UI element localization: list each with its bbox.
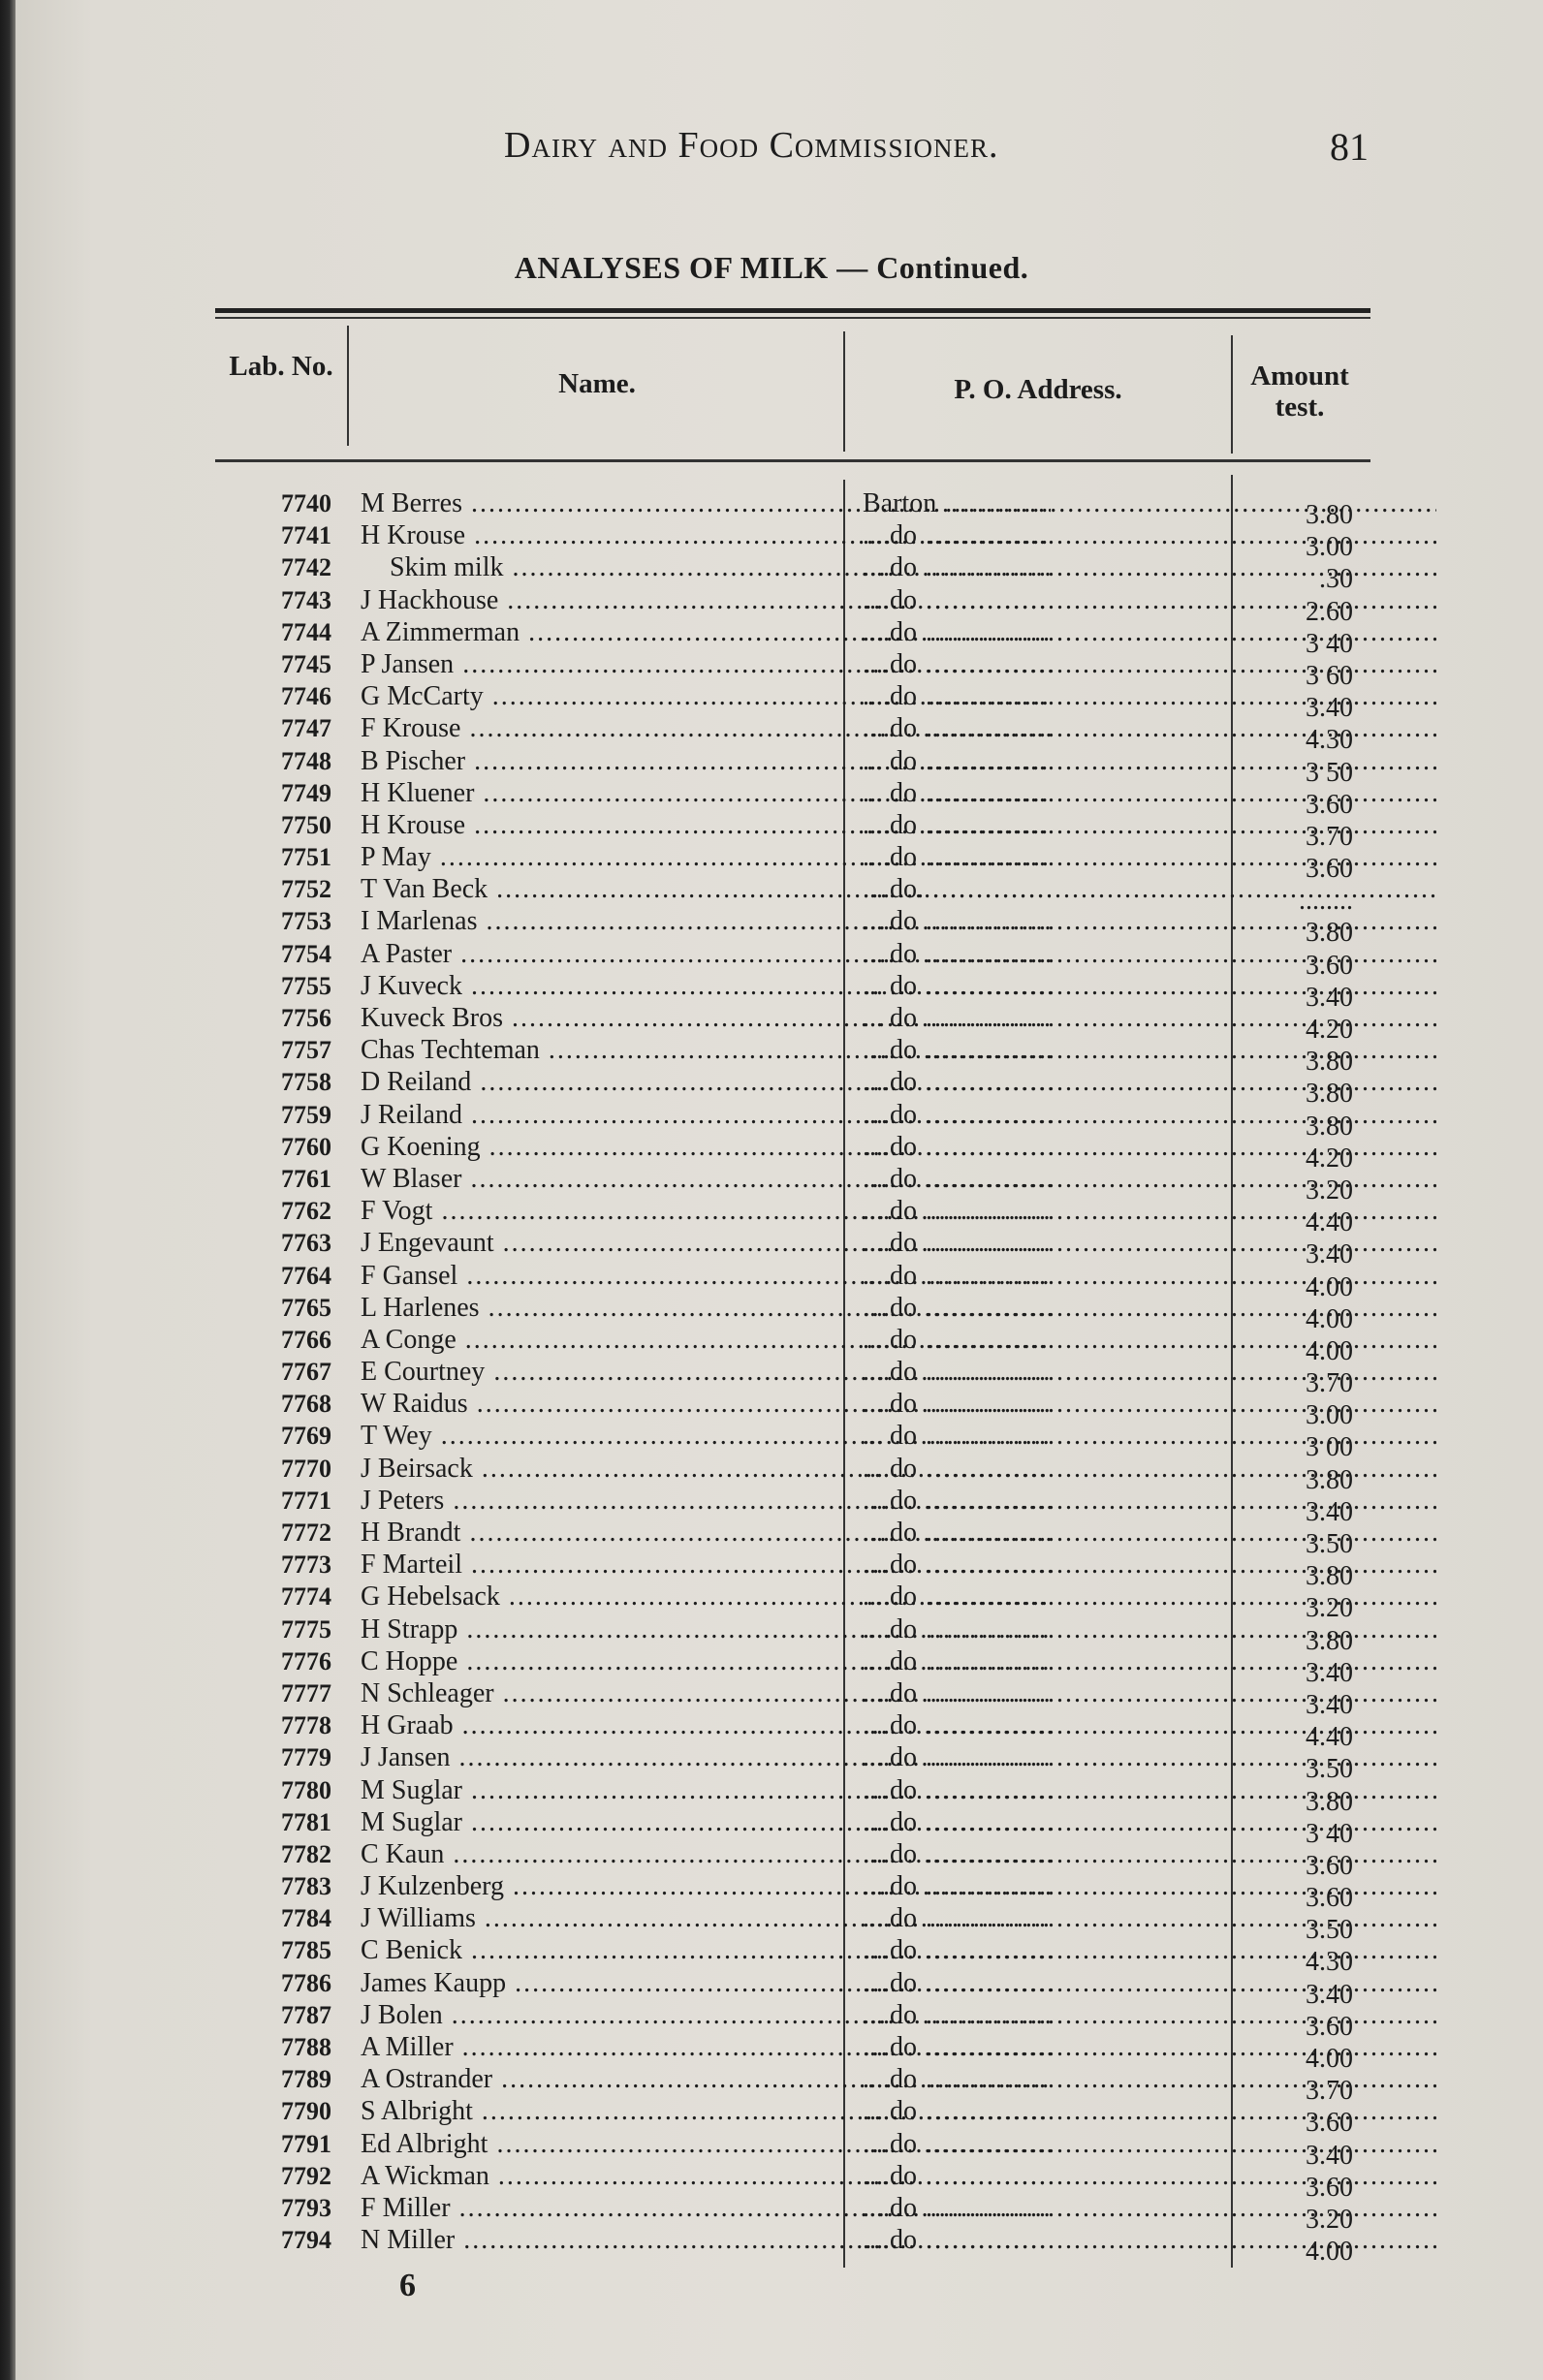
name-cell: N Miller ..... — [361, 2224, 1051, 2256]
running-title: Dairy and Food Commissioner. — [504, 125, 999, 166]
address-cell: ....do ..... — [863, 648, 1436, 680]
signature-mark: 6 — [399, 2268, 416, 2303]
address-cell: ....do ..... — [863, 841, 1436, 873]
address-cell: ....do ..... — [863, 1131, 1436, 1163]
name-cell: C Hoppe ..... — [361, 1645, 1051, 1677]
address-cell: ....do ..... — [863, 1324, 1436, 1356]
amount-cell: 4.00 — [1306, 2044, 1353, 2074]
address-cell: ....do ..... — [863, 1581, 1436, 1613]
amount-cell: 3.60 — [1306, 950, 1353, 981]
address-cell: ....do ..... — [863, 1517, 1436, 1549]
header-rule-bottom — [215, 459, 1370, 462]
address-cell: ....do ..... — [863, 1485, 1436, 1517]
table-row — [215, 1774, 1370, 1817]
lab-number-cell: 7755 — [281, 971, 331, 1000]
amount-cell: 3 40 — [1306, 628, 1353, 659]
amount-cell: 3.80 — [1306, 1464, 1353, 1495]
amount-cell: 3 00 — [1306, 1432, 1353, 1463]
amount-cell: 4.00 — [1306, 1271, 1353, 1302]
lab-number-cell: 7783 — [281, 1872, 331, 1901]
amount-cell: 4.30 — [1306, 1947, 1353, 1978]
table-body — [215, 487, 1370, 2268]
lab-number-cell: 7747 — [281, 714, 331, 743]
address-cell: ....do ..... — [863, 551, 1436, 583]
name-cell: M Berres ..... — [361, 487, 1051, 519]
lab-number-cell: 7752 — [281, 875, 331, 904]
amount-cell: 3.20 — [1306, 1593, 1353, 1624]
lab-number-cell: 7761 — [281, 1164, 331, 1193]
table-title-main: ANALYSES OF MILK — [514, 250, 829, 285]
lab-number-cell: 7790 — [281, 2097, 331, 2126]
amount-cell: 3.40 — [1306, 1496, 1353, 1527]
address-cell: ....do ..... — [863, 2160, 1436, 2192]
amount-cell: 3.80 — [1306, 500, 1353, 530]
name-cell: W Raidus ..... — [361, 1388, 1051, 1420]
amount-cell: 3.60 — [1306, 1850, 1353, 1881]
amount-cell: 4.30 — [1306, 725, 1353, 756]
name-cell: T Wey ..... — [361, 1420, 1051, 1452]
amount-cell: 3.40 — [1306, 982, 1353, 1013]
lab-number-cell: 7748 — [281, 746, 331, 775]
amount-cell: 3.60 — [1306, 789, 1353, 820]
table-row — [215, 2063, 1370, 2107]
lab-number-cell: 7763 — [281, 1229, 331, 1258]
lab-number-cell: 7793 — [281, 2193, 331, 2222]
amount-cell: 3.70 — [1306, 2076, 1353, 2107]
name-cell: H Krouse ..... — [361, 519, 1051, 551]
address-cell: ....do ..... — [863, 1163, 1436, 1195]
table-row — [215, 1549, 1370, 1592]
table-row — [215, 1453, 1370, 1495]
lab-number-cell: 7792 — [281, 2161, 331, 2190]
name-cell: G Koening ..... — [361, 1131, 1051, 1163]
table-row — [215, 584, 1370, 627]
name-cell: J Peters ..... — [361, 1485, 1051, 1517]
table-row — [215, 2031, 1370, 2074]
table-row — [215, 519, 1370, 563]
table-row — [215, 2095, 1370, 2139]
lab-number-cell: 7756 — [281, 1004, 331, 1032]
table-row — [215, 1838, 1370, 1881]
address-cell: ....do ..... — [863, 1838, 1436, 1870]
address-cell: ... do ..... — [863, 1002, 1436, 1034]
table-row — [215, 2128, 1370, 2171]
address-cell: ....do ..... — [863, 1066, 1436, 1098]
column-header-amount: Amount test. — [1250, 360, 1349, 423]
table-row — [215, 1260, 1370, 1302]
table-row — [215, 2160, 1370, 2203]
lab-number-cell: 7785 — [281, 1936, 331, 1965]
address-cell: ....do ..... — [863, 938, 1436, 970]
lab-number-cell: 7794 — [281, 2226, 331, 2255]
table-row — [215, 1581, 1370, 1624]
table-row — [215, 1741, 1370, 1785]
lab-number-cell: 7777 — [281, 1678, 331, 1707]
amount-cell: 3.60 — [1306, 2172, 1353, 2203]
amount-cell: 3.20 — [1306, 1174, 1353, 1206]
name-cell: E Courtney ..... — [361, 1356, 1051, 1388]
table-row — [215, 1163, 1370, 1206]
table-row — [215, 487, 1370, 530]
lab-number-cell: 7759 — [281, 1100, 331, 1129]
name-cell: T Van Beck ..... — [361, 873, 1051, 905]
amount-cell: 3.80 — [1306, 1111, 1353, 1142]
name-cell: F Miller ..... — [361, 2192, 1051, 2224]
amount-cell: 3.80 — [1306, 1625, 1353, 1656]
lab-number-cell: 7740 — [281, 489, 331, 517]
lab-number-cell: 7760 — [281, 1132, 331, 1161]
address-cell: Barton ..... — [863, 487, 1436, 519]
name-cell: F Marteil ..... — [361, 1549, 1051, 1581]
name-cell: C Benick ..... — [361, 1934, 1051, 1966]
column-header-name: Name. — [558, 368, 636, 399]
amount-cell: 3.60 — [1306, 2108, 1353, 2139]
address-cell: ....do ..... — [863, 1099, 1436, 1131]
name-cell: M Suglar ..... — [361, 1774, 1051, 1806]
address-cell: ....do ..... — [863, 1453, 1436, 1485]
amount-cell: 3.80 — [1306, 1786, 1353, 1817]
amount-cell: 3.00 — [1306, 532, 1353, 563]
amount-cell: 3.50 — [1306, 1529, 1353, 1559]
address-cell: ....do ..... — [863, 680, 1436, 712]
address-cell: ....do ..... — [863, 1034, 1436, 1066]
name-cell: J Bolen ..... — [361, 1999, 1051, 2031]
address-cell: ....do. ..... — [863, 873, 1436, 905]
table-title-suffix: — Continued. — [836, 250, 1029, 285]
table-row — [215, 1645, 1370, 1688]
address-cell: ....do ..... — [863, 712, 1436, 744]
lab-number-cell: 7745 — [281, 649, 331, 678]
table-row — [215, 1806, 1370, 1849]
name-cell: H Krouse ..... — [361, 809, 1051, 841]
address-cell: ....do ..... — [863, 1806, 1436, 1838]
name-cell: F Krouse ..... — [361, 712, 1051, 744]
lab-number-cell: 7750 — [281, 810, 331, 839]
lab-number-cell: 7744 — [281, 617, 331, 646]
table-row — [215, 1485, 1370, 1527]
lab-number-cell: 7776 — [281, 1646, 331, 1675]
amount-cell: 3.00 — [1306, 1400, 1353, 1431]
table-title — [0, 250, 1543, 286]
table-row — [215, 938, 1370, 981]
address-cell: ... do ..... — [863, 745, 1436, 777]
amount-cell: 4.00 — [1306, 1303, 1353, 1334]
name-cell: Chas Techteman ..... — [361, 1034, 1051, 1066]
amount-cell: 3.80 — [1306, 1079, 1353, 1110]
amount-cell: 4.20 — [1306, 1143, 1353, 1174]
amount-cell: 3.40 — [1306, 2140, 1353, 2171]
address-cell: ....do ..... — [863, 616, 1436, 648]
lab-number-cell: 7780 — [281, 1775, 331, 1804]
name-cell: Kuveck Bros ..... — [361, 1002, 1051, 1034]
lab-number-cell: 7768 — [281, 1390, 331, 1419]
table-row — [215, 841, 1370, 885]
name-cell: J Jansen ..... — [361, 1741, 1051, 1773]
amount-cell: 3 50 — [1306, 757, 1353, 788]
table-row — [215, 680, 1370, 724]
header-rule-top — [215, 308, 1370, 313]
column-header-lab-no: Lab. No. — [229, 351, 333, 382]
name-cell: D Reiland ..... — [361, 1066, 1051, 1098]
lab-number-cell: 7753 — [281, 907, 331, 936]
name-cell: P May ..... — [361, 841, 1051, 873]
lab-number-cell: 7775 — [281, 1614, 331, 1644]
header-divider-1 — [347, 326, 349, 446]
lab-number-cell: 7770 — [281, 1454, 331, 1483]
address-cell: ....do ..... — [863, 1388, 1436, 1420]
running-head — [213, 124, 1376, 182]
table-row — [215, 1324, 1370, 1366]
lab-number-cell: 7764 — [281, 1261, 331, 1290]
amount-cell: 3.20 — [1306, 2204, 1353, 2235]
lab-number-cell: 7743 — [281, 585, 331, 614]
table-row — [215, 873, 1370, 917]
table-row — [215, 1002, 1370, 1045]
address-cell: ... do ..... — [863, 1420, 1436, 1452]
name-cell: H Strapp ..... — [361, 1613, 1051, 1645]
page-number: 81 — [1330, 125, 1369, 169]
amount-cell: 3.80 — [1306, 918, 1353, 949]
table-row — [215, 648, 1370, 691]
name-cell: M Suglar ..... — [361, 1806, 1051, 1838]
lab-number-cell: 7778 — [281, 1711, 331, 1740]
table-row — [215, 1999, 1370, 2042]
lab-number-cell: 7741 — [281, 521, 331, 550]
address-cell: ....do ..... — [863, 809, 1436, 841]
lab-number-cell: 7781 — [281, 1807, 331, 1836]
address-cell: ....do ..... — [863, 2192, 1436, 2224]
amount-cell: 2.60 — [1306, 596, 1353, 627]
name-cell: F Vogt ..... — [361, 1195, 1051, 1227]
address-cell: ... do ..... — [863, 970, 1436, 1002]
name-cell: P Jansen ..... — [361, 648, 1051, 680]
lab-number-cell: 7767 — [281, 1358, 331, 1387]
amount-cell: ........ — [1299, 886, 1353, 917]
amount-cell: 3.40 — [1306, 1239, 1353, 1270]
address-cell: ....do ..... — [863, 1709, 1436, 1741]
table-row — [215, 1420, 1370, 1463]
address-cell: ....do ..... — [863, 1999, 1436, 2031]
name-cell: J Kuveck ..... — [361, 970, 1051, 1002]
address-cell: ....do ..... — [863, 2128, 1436, 2160]
name-cell: S Albright ..... — [361, 2095, 1051, 2127]
lab-number-cell: 7784 — [281, 1904, 331, 1933]
name-cell: A Zimmerman ..... — [361, 616, 1051, 648]
address-cell: ....do ..... — [863, 2031, 1436, 2063]
address-cell: ....do ..... — [863, 519, 1436, 551]
amount-cell: 3 40 — [1306, 1818, 1353, 1849]
lab-number-cell: 7769 — [281, 1422, 331, 1451]
table-row — [215, 712, 1370, 756]
amount-cell: 3.40 — [1306, 693, 1353, 724]
table-row — [215, 1709, 1370, 1753]
amount-cell: 3.40 — [1306, 1979, 1353, 2010]
address-cell: ....do ..... — [863, 2095, 1436, 2127]
amount-cell: 3.60 — [1306, 854, 1353, 885]
book-spine-edge — [0, 0, 16, 2380]
header-divider-2 — [843, 331, 845, 452]
amount-cell: 4.40 — [1306, 1722, 1353, 1753]
address-cell: ....do ..... — [863, 2224, 1436, 2256]
name-cell: J Hackhouse ..... — [361, 584, 1051, 616]
lab-number-cell: 7771 — [281, 1486, 331, 1515]
address-cell: ... do ..... — [863, 777, 1436, 809]
lab-number-cell: 7762 — [281, 1197, 331, 1226]
amount-cell: 3.60 — [1306, 1883, 1353, 1914]
address-cell: ....do ..... — [863, 1260, 1436, 1292]
name-cell: James Kaupp ..... — [361, 1967, 1051, 1999]
table-row — [215, 1677, 1370, 1720]
table-row — [215, 905, 1370, 949]
table-row — [215, 1066, 1370, 1110]
address-cell: ....do ..... — [863, 1774, 1436, 1806]
address-cell: ....do ..... — [863, 2063, 1436, 2095]
name-cell: C Kaun ..... — [361, 1838, 1051, 1870]
name-cell: B Pischer ..... — [361, 745, 1051, 777]
name-cell: G Hebelsack ..... — [361, 1581, 1051, 1613]
table-row — [215, 1613, 1370, 1656]
amount-cell: 3.70 — [1306, 821, 1353, 852]
address-cell: ....do ..... — [863, 1195, 1436, 1227]
address-cell: ....do ..... — [863, 905, 1436, 937]
amount-cell: 4.00 — [1306, 2237, 1353, 2268]
name-cell: H Brandt ..... — [361, 1517, 1051, 1549]
address-cell: ....do ..... — [863, 584, 1436, 616]
name-cell: I Marlenas ..... — [361, 905, 1051, 937]
amount-cell: 3.40 — [1306, 1689, 1353, 1720]
name-cell: J Kulzenberg ..... — [361, 1870, 1051, 1902]
table-row — [215, 1870, 1370, 1914]
address-cell: ....do ..... — [863, 1613, 1436, 1645]
table-row — [215, 2192, 1370, 2235]
table-row — [215, 809, 1370, 852]
name-cell: H Kluener ..... — [361, 777, 1051, 809]
lab-number-cell: 7758 — [281, 1068, 331, 1097]
name-cell: J Beirsack ..... — [361, 1453, 1051, 1485]
name-cell: J Engevaunt ..... — [361, 1227, 1051, 1259]
address-cell: ....do ..... — [863, 1934, 1436, 1966]
table-row — [215, 1099, 1370, 1142]
address-cell: ....do ..... — [863, 1967, 1436, 1999]
lab-number-cell: 7742 — [281, 553, 331, 582]
address-cell: ....do ..... — [863, 1741, 1436, 1773]
table-row — [215, 745, 1370, 788]
address-cell: ....do ..... — [863, 1356, 1436, 1388]
column-header-address: P. O. Address. — [954, 374, 1122, 405]
address-cell: ....do ..... — [863, 1292, 1436, 1324]
table-row — [215, 1131, 1370, 1174]
table-row — [215, 1292, 1370, 1334]
table-row — [215, 777, 1370, 820]
table-row — [215, 1967, 1370, 2010]
amount-cell: 3.60 — [1306, 2011, 1353, 2042]
lab-number-cell: 7786 — [281, 1968, 331, 1997]
table-row — [215, 2224, 1370, 2268]
name-cell: Ed Albright ..... — [361, 2128, 1051, 2160]
amount-cell: 4.00 — [1306, 1335, 1353, 1366]
name-cell: H Graab ..... — [361, 1709, 1051, 1741]
table-row — [215, 1356, 1370, 1399]
name-cell: A Paster ..... — [361, 938, 1051, 970]
name-cell: N Schleager ..... — [361, 1677, 1051, 1709]
lab-number-cell: 7787 — [281, 2000, 331, 2029]
table-row — [215, 1195, 1370, 1238]
lab-number-cell: 7746 — [281, 682, 331, 711]
amount-cell: 3.50 — [1306, 1754, 1353, 1785]
amount-cell: .30 — [1319, 564, 1353, 595]
lab-number-cell: 7772 — [281, 1519, 331, 1547]
amount-cell: 3.70 — [1306, 1368, 1353, 1399]
name-cell: A Conge ..... — [361, 1324, 1051, 1356]
table-row — [215, 551, 1370, 595]
name-cell: F Gansel ..... — [361, 1260, 1051, 1292]
table-row — [215, 1034, 1370, 1078]
lab-number-cell: 7765 — [281, 1293, 331, 1322]
name-cell: A Wickman ..... — [361, 2160, 1051, 2192]
amount-cell: 3.40 — [1306, 1657, 1353, 1688]
header-divider-3 — [1231, 335, 1233, 454]
table-row — [215, 1388, 1370, 1431]
lab-number-cell: 7789 — [281, 2065, 331, 2094]
name-cell: Skim milk ..... — [390, 551, 1051, 583]
name-cell: A Ostrander ..... — [361, 2063, 1051, 2095]
address-cell: ....do ..... — [863, 1645, 1436, 1677]
amount-cell: 3.80 — [1306, 1561, 1353, 1592]
table-row — [215, 1934, 1370, 1978]
amount-cell: 3 60 — [1306, 660, 1353, 691]
lab-number-cell: 7782 — [281, 1839, 331, 1868]
amount-cell: 4.40 — [1306, 1207, 1353, 1238]
name-cell: J Williams ..... — [361, 1902, 1051, 1934]
name-cell: W Blaser ..... — [361, 1163, 1051, 1195]
address-cell: ....do ..... — [863, 1549, 1436, 1581]
address-cell: ....do ..... — [863, 1902, 1436, 1934]
lab-number-cell: 7773 — [281, 1550, 331, 1580]
lab-number-cell: 7749 — [281, 778, 331, 807]
amount-cell: 3.50 — [1306, 1915, 1353, 1946]
table-row — [215, 970, 1370, 1013]
amount-cell: 4.20 — [1306, 1015, 1353, 1045]
table-row — [215, 1227, 1370, 1270]
address-cell: ....do ..... — [863, 1870, 1436, 1902]
lab-number-cell: 7788 — [281, 2033, 331, 2061]
header-rule-top-thin — [215, 317, 1370, 319]
amount-cell: 3.80 — [1306, 1047, 1353, 1078]
name-cell: A Miller ..... — [361, 2031, 1051, 2063]
address-cell: ....do ..... — [863, 1227, 1436, 1259]
table-row — [215, 616, 1370, 659]
table-row — [215, 1902, 1370, 1946]
address-cell: ....do ..... — [863, 1677, 1436, 1709]
lab-number-cell: 7766 — [281, 1325, 331, 1354]
name-cell: J Reiland ..... — [361, 1099, 1051, 1131]
lab-number-cell: 7754 — [281, 939, 331, 968]
table-row — [215, 1517, 1370, 1559]
name-cell: G McCarty ..... — [361, 680, 1051, 712]
lab-number-cell: 7779 — [281, 1743, 331, 1772]
lab-number-cell: 7751 — [281, 843, 331, 872]
lab-number-cell: 7757 — [281, 1036, 331, 1065]
name-cell: L Harlenes ..... — [361, 1292, 1051, 1324]
lab-number-cell: 7791 — [281, 2129, 331, 2158]
lab-number-cell: 7774 — [281, 1582, 331, 1612]
